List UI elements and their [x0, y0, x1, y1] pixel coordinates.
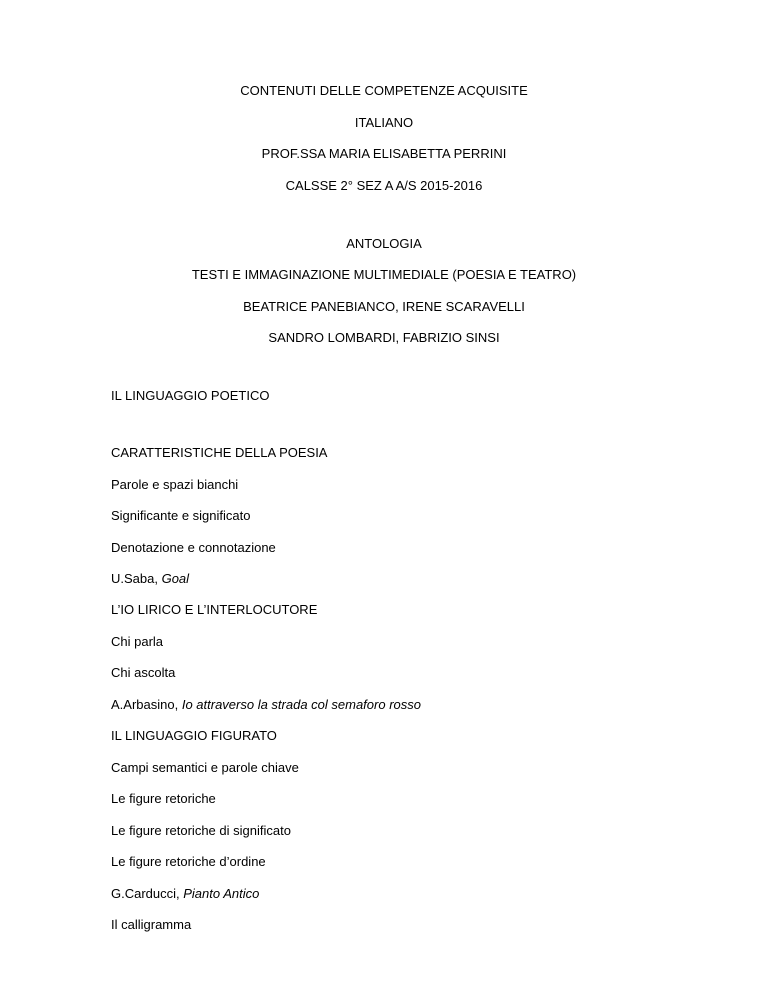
topic-denotazione: Denotazione e connotazione	[111, 540, 276, 555]
topic-carducci	[111, 886, 259, 902]
topic-figure-ordine: Le figure retoriche d’ordine	[111, 854, 266, 869]
document-title: CONTENUTI DELLE COMPETENZE ACQUISITE	[240, 83, 528, 98]
subject-line: ITALIANO	[354, 115, 414, 130]
carducci-author: G.Carducci,	[111, 886, 184, 901]
saba-title: Goal	[161, 571, 190, 586]
topic-arbasino	[111, 697, 421, 713]
topic-figure-significato: Le figure retoriche di significato	[111, 823, 291, 838]
arbasino-title: Io attraverso la strada col semaforo rosso	[181, 697, 421, 712]
saba-author: U.Saba,	[111, 571, 162, 586]
topic-campi: Campi semantici e parole chiave	[111, 760, 299, 775]
book-authors-2: SANDRO LOMBARDI, FABRIZIO SINSI	[268, 330, 500, 345]
topic-significante: Significante e significato	[111, 508, 251, 523]
topic-calligramma: Il calligramma	[111, 917, 192, 932]
teacher-line: PROF.SSA MARIA ELISABETTA PERRINI	[261, 146, 507, 161]
class-line: CALSSE 2° SEZ A A/S 2015-2016	[285, 178, 483, 193]
topic-parole: Parole e spazi bianchi	[111, 477, 239, 492]
book-authors-1: BEATRICE PANEBIANCO, IRENE SCARAVELLI	[243, 299, 525, 314]
topic-chi-parla: Chi parla	[111, 634, 164, 649]
carducci-title: Pianto Antico	[183, 886, 260, 901]
section-heading: IL LINGUAGGIO POETICO	[111, 388, 270, 403]
topic-figure: Le figure retoriche	[111, 791, 216, 806]
topic-caratteristiche: CARATTERISTICHE DELLA POESIA	[111, 445, 328, 460]
topic-io-lirico: L’IO LIRICO E L’INTERLOCUTORE	[111, 602, 318, 617]
topic-linguaggio-figurato: IL LINGUAGGIO FIGURATO	[111, 728, 277, 743]
book-title: TESTI E IMMAGINAZIONE MULTIMEDIALE (POESIA E TEATRO)	[191, 267, 577, 282]
anthology-heading: ANTOLOGIA	[346, 236, 422, 251]
topic-chi-ascolta: Chi ascolta	[111, 665, 176, 680]
topic-saba	[111, 571, 189, 587]
arbasino-author: A.Arbasino,	[111, 697, 182, 712]
